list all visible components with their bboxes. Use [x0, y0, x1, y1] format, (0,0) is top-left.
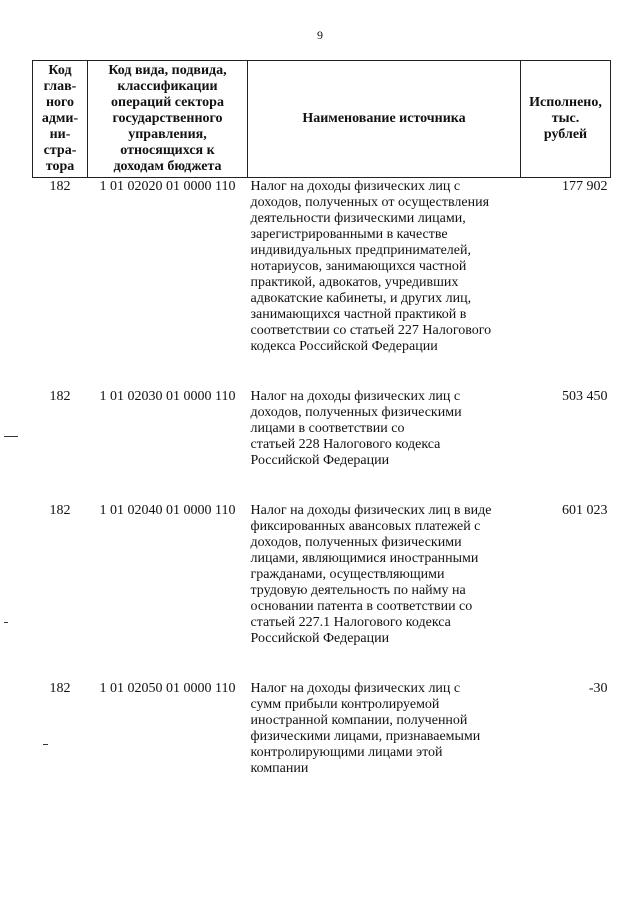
cell-source-name: Налог на доходы физических лиц с доходов, полученных физическими лицами в соответствии со статьей 228 Налогового кодекса Российской Федерации	[250, 389, 462, 468]
table-row	[33, 681, 611, 811]
cell-classification-code: 1 01 02050 01 0000 110	[99, 681, 236, 696]
scan-mark	[4, 622, 8, 623]
cell-classification-code: 1 01 02020 01 0000 110	[99, 179, 236, 194]
page-number: 9	[317, 28, 323, 42]
cell-amount: 601 023	[562, 503, 608, 518]
table-row	[33, 503, 611, 681]
cell-admin-code: 182	[49, 681, 71, 696]
cell-source-name: Налог на доходы физических лиц с доходов, полученных от осуществления деятельности физическими лицами, зарегистрированными в качестве индивидуальных предпринимателей, нотариусов, занимающихся частной практикой, адвокатов, учредивших адвокатские кабинеты, и других лиц, занимающихся частной практикой в соответствии со статьей 227 Налогового кодекса Российской Федерации	[250, 179, 492, 354]
header-executed: Исполнено, тыс. рублей	[521, 61, 611, 178]
cell-amount: 503 450	[562, 389, 608, 404]
cell-admin-code: 182	[49, 179, 71, 194]
header-classification-code: Код вида, подвида, классификации операций сектора государственного управления, относящихся к доходам бюджета	[88, 61, 248, 178]
table-row	[33, 178, 611, 390]
cell-source-name: Налог на доходы физических лиц в виде фиксированных авансовых платежей с доходов, полученных физическими лицами, являющимися иностранными гражданами, осуществляющими трудовую деятельность по найму на основании патента в соответствии со статьей 227.1 Налогового кодекса Российской Федерации	[250, 503, 492, 646]
cell-classification-code: 1 01 02040 01 0000 110	[99, 503, 236, 518]
cell-classification-code: 1 01 02030 01 0000 110	[99, 389, 236, 404]
table-row	[33, 389, 611, 503]
cell-admin-code: 182	[49, 503, 71, 518]
revenue-table	[32, 60, 611, 811]
header-source-name: Наименование источника	[248, 61, 521, 178]
cell-admin-code: 182	[49, 389, 71, 404]
table-header-row	[33, 61, 611, 178]
cell-amount: 177 902	[562, 179, 608, 194]
scan-mark	[43, 744, 48, 745]
header-admin-code: Код глав- ного адми- ни- стра- тора	[33, 61, 88, 178]
cell-source-name: Налог на доходы физических лиц с сумм прибыли контролируемой иностранной компании, полученной физическими лицами, признаваемыми контролирующими лицами этой компании	[250, 681, 481, 776]
cell-amount: -30	[588, 681, 608, 696]
scan-mark	[4, 436, 18, 437]
